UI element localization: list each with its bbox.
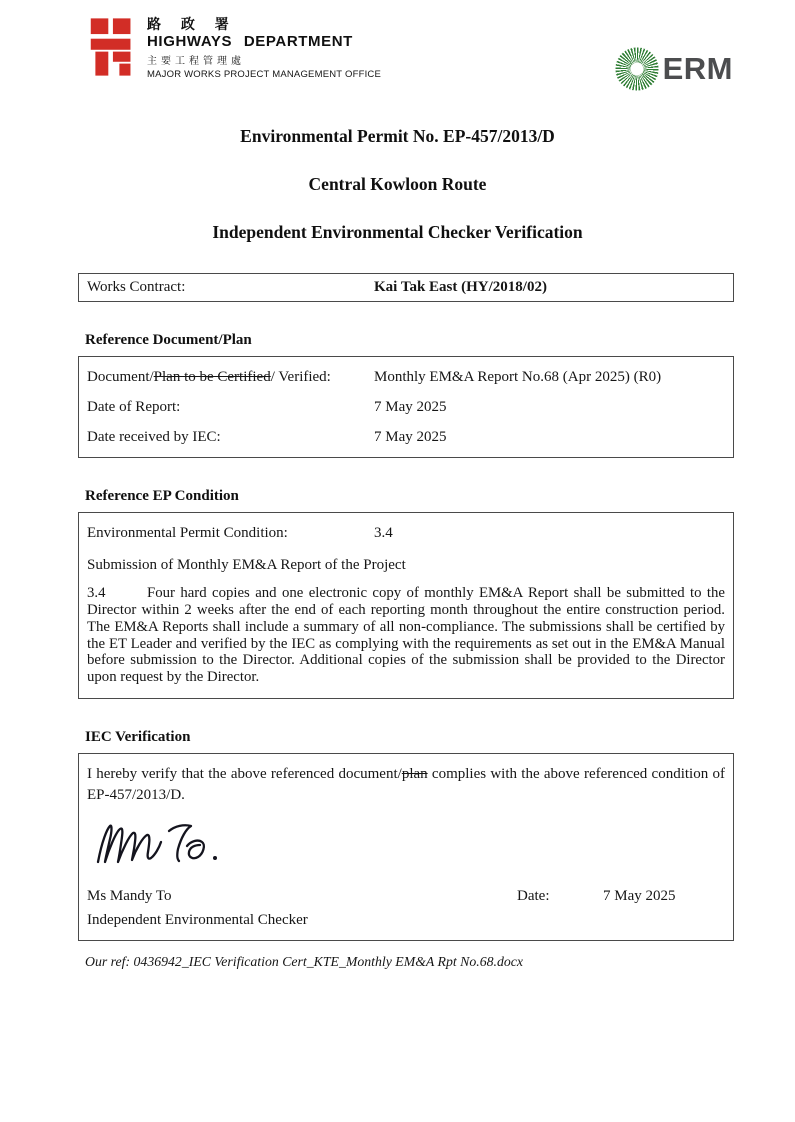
ep-condition-value: 3.4 (374, 525, 393, 541)
iec-statement-pre: I hereby verify that the above referenced document/ (87, 766, 402, 783)
signer-title: Independent Environmental Checker (87, 911, 308, 928)
date-of-report-value: 7 May 2025 (374, 399, 447, 415)
date-received-row (87, 427, 725, 447)
signature-icon (91, 816, 239, 874)
iec-statement-post: complies with the above referenced condition of EP-457/2013/D. (87, 766, 725, 803)
signer-name: Ms Mandy To (87, 887, 172, 904)
hyd-name-english: HIGHWAYS DEPARTMENT (147, 33, 353, 51)
document-row (87, 367, 725, 387)
highways-department-text (147, 16, 381, 83)
page-header (0, 0, 795, 92)
date-received-value: 7 May 2025 (374, 429, 447, 445)
ep-clause-number: 3.4 (87, 585, 106, 601)
document-value: Monthly EM&A Report No.68 (Apr 2025) (R0) (374, 369, 662, 385)
highways-department-logo-block (88, 16, 381, 83)
iec-verification-heading: IEC Verification (85, 729, 191, 746)
works-contract-value: Kai Tak East (HY/2018/02) (374, 279, 547, 295)
works-contract-box (78, 273, 734, 302)
ep-clause-paragraph (87, 585, 725, 686)
hyd-office-english: MAJOR WORKS PROJECT MANAGEMENT OFFICE (147, 68, 382, 80)
iec-verification-box (78, 753, 734, 940)
verification-title: Independent Environmental Checker Verification (212, 222, 583, 242)
iec-statement (87, 764, 725, 805)
our-ref-line: Our ref: 0436942_IEC Verification Cert_KTE_Monthly EM&A Rpt No.68.docx (85, 953, 524, 969)
date-label: Date: (517, 887, 550, 904)
reference-document-box (78, 356, 734, 458)
document-label-struck: Plan to be Certified (153, 369, 271, 385)
date-value: 7 May 2025 (603, 887, 676, 904)
date-of-report-label: Date of Report: (87, 399, 181, 415)
project-title: Central Kowloon Route (308, 174, 487, 194)
signer-row (87, 886, 725, 906)
works-contract-label: Works Contract: (87, 279, 186, 295)
erm-starburst-icon (614, 46, 660, 92)
hyd-name-chinese: 路 政 署 (147, 16, 237, 32)
date-received-label: Date received by IEC: (87, 429, 221, 445)
ep-subject-line: Submission of Monthly EM&A Report of the Project (87, 557, 406, 573)
erm-wordmark: ERM (662, 51, 733, 86)
permit-number-title: Environmental Permit No. EP-457/2013/D (240, 126, 555, 146)
document-label-pre: Document/ (87, 369, 154, 385)
erm-logo-block (614, 46, 733, 92)
hyd-office-chinese: 主要工程管理處 (147, 55, 245, 67)
ep-clause-text: Four hard copies and one electronic copy of monthly EM&A Report shall be submitted to the Director within 2 weeks after the end of each reporting month throughout the entire construction period. The EM&A Reports shall include a summary of all non-compliance. The submissions shall be certified by the ET Leader and verified by the IEC as complying with the requirements as set out in the EM&A Manual before submission to the Director. Additional copies of the submission shall be provided to the Director upon request by the Director. (87, 585, 725, 686)
highways-department-logo-icon (88, 16, 136, 83)
ep-condition-row (87, 523, 725, 543)
reference-ep-heading: Reference EP Condition (85, 488, 239, 504)
signature-area (91, 816, 725, 876)
reference-ep-box (78, 512, 734, 699)
title-block (0, 126, 795, 243)
ep-condition-label: Environmental Permit Condition: (87, 525, 288, 541)
document-label-post: / Verified: (270, 369, 331, 385)
document-label (87, 367, 374, 387)
iec-statement-struck: plan (401, 766, 428, 783)
date-of-report-row (87, 397, 725, 417)
reference-document-heading: Reference Document/Plan (85, 332, 252, 348)
